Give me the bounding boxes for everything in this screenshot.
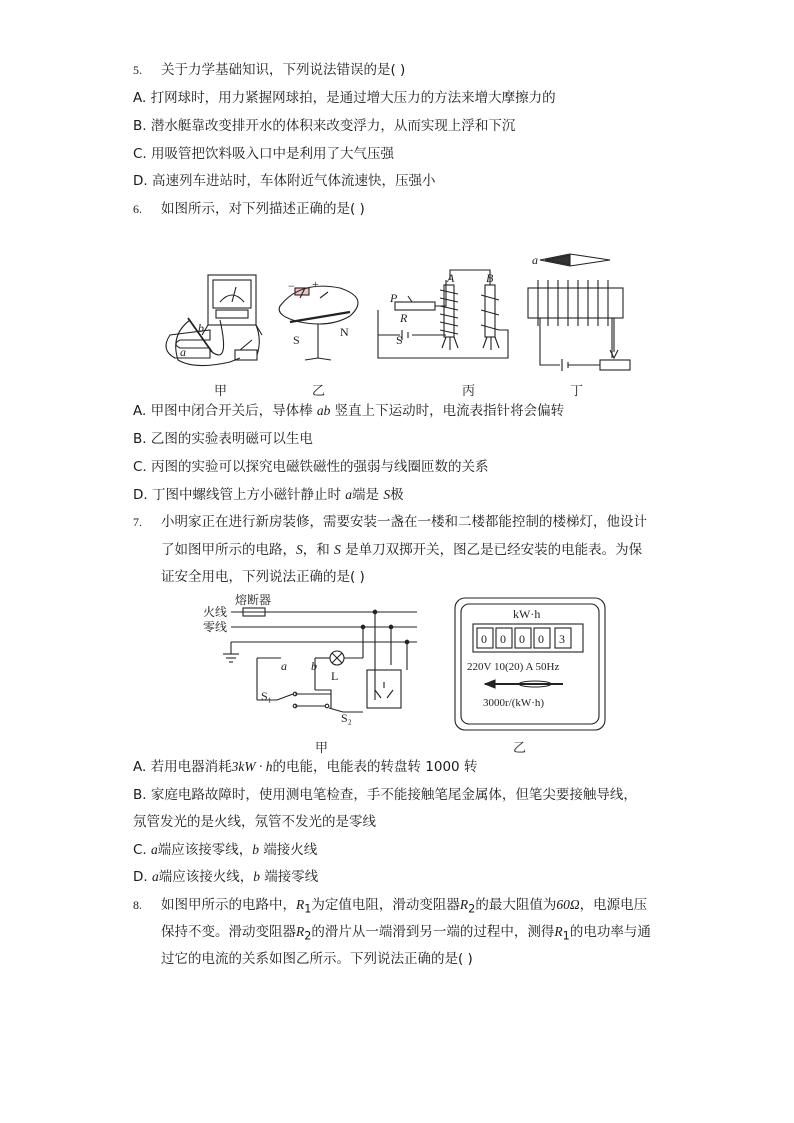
fig-ding-apparatus [528,254,630,371]
caption-ding: 丁 [570,383,584,398]
label-live-wire: 火线 [203,605,228,619]
q5-option-d: D. 高速列车进站时，车体附近气体流速快，压强小 [133,173,436,189]
fig-label-R: R [400,311,408,325]
fig-label-n: N [340,325,349,339]
q6-figure [150,240,650,400]
q7-option-d: D. a端应该接火线，b 端接零线 [133,869,319,885]
q6-option-b: B. 乙图的实验表明磁可以生电 [133,431,313,447]
caption-yi: 乙 [312,383,326,398]
meter-digit-3: 0 [519,632,525,646]
label-s1: S₁ [261,689,272,703]
fig-label-S2: S [396,333,403,347]
q7-stem-line3: 证安全用电，下列说法正确的是( ) [161,569,365,585]
label-neutral-wire: 零线 [203,620,228,634]
fig-label-P: P [390,291,398,305]
fig-label-b: b [198,321,204,335]
fig-label-minus: − [288,279,295,293]
q7-stem-line2: 了如图甲所示的电路，S，和 S 是单刀双掷开关，图乙是已经安装的电能表。为保 [161,542,643,558]
q6-option-d: D. 丁图中螺线管上方小磁针静止时 a端是 S极 [133,487,404,503]
q5-option-c: C. 用吸管把饮料吸入口中是利用了大气压强 [133,146,395,162]
q5-stem: 5. 关于力学基础知识，下列说法错误的是( ) [133,62,406,78]
fig-label-A: A [447,271,455,285]
q5-option-a: A. 打网球时，用力紧握网球拍，是通过增大压力的方法来增大摩擦力的 [133,90,556,106]
meter-digit-5: 3 [559,632,565,646]
q8-stem-line2: 保持不变。滑动变阻器$R_2$的滑片从一端滑到另一端的过程中，测得$R_1$的电功率与通 [161,924,651,943]
q6-option-c: C. 丙图的实验可以探究电磁铁磁性的强弱与线圈匝数的关系 [133,459,489,475]
q6-number: 6. [133,202,142,216]
caption-jia: 甲 [315,740,329,755]
q7-option-b-line2: 氖管发光的是火线，氖管不发光的是零线 [133,814,376,830]
q8-stem-line1: 8. 如图甲所示的电路中，$R_1$为定值电阻，滑动变阻器$R_2$的最大阻值为60Ω，电源电压 [133,897,648,916]
fig-label-a: a [180,345,186,359]
caption-yi: 乙 [513,740,527,755]
fig-label-a-ding: a [532,253,538,267]
fig-yi-apparatus [279,286,358,360]
fig-label-s: S [293,333,300,347]
caption-jia: 甲 [214,383,228,398]
q8-stem-line3: 过它的电流的关系如图乙所示。下列说法正确的是( ) [161,951,473,967]
caption-bing: 丙 [462,383,476,398]
meter-revolutions: 3000r/(kW·h) [483,697,545,709]
meter-spec: 220V 10(20) A 50Hz [467,661,560,673]
fig-label-plus: + [312,277,319,291]
label-fuse: 熔断器 [235,593,272,607]
label-a: a [281,659,287,673]
q7-option-b-line1: B. 家庭电路故障时，使用测电笔检查，手不能接触笔尾金属体，但笔尖要接触导线， [133,787,637,803]
meter-digit-2: 0 [500,632,506,646]
q6-stem: 6. 如图所示，对下列描述正确的是( ) [133,201,365,217]
q8-number: 8. [133,898,142,912]
q7-figure [195,590,615,760]
meter-unit: kW·h [513,607,541,621]
q5-option-b: B. 潜水艇靠改变排开水的体积来改变浮力，从而实现上浮和下沉 [133,118,516,134]
q7-option-a: A. 若用电器消耗3kW · h的电能，电能表的转盘转 1000 转 [133,759,478,775]
meter-digit-1: 0 [481,632,487,646]
meter-digit-4: 0 [538,632,544,646]
q5-number: 5. [133,63,142,77]
q7-number: 7. [133,515,142,529]
label-s2: S₂ [341,711,352,725]
q7-option-c: C. a端应该接零线，b 端接火线 [133,842,318,858]
label-b: b [311,659,317,673]
q7-stem-line1: 7. 小明家正在进行新房装修，需要安装一盏在一楼和二楼都能控制的楼梯灯，他设计 [133,514,647,530]
household-circuit [223,608,417,712]
fig-label-B: B [486,271,494,285]
q6-option-a: A. 甲图中闭合开关后，导体棒 ab 竖直上下运动时，电流表指针将会偏转 [133,403,565,419]
label-lamp: L [331,669,339,683]
